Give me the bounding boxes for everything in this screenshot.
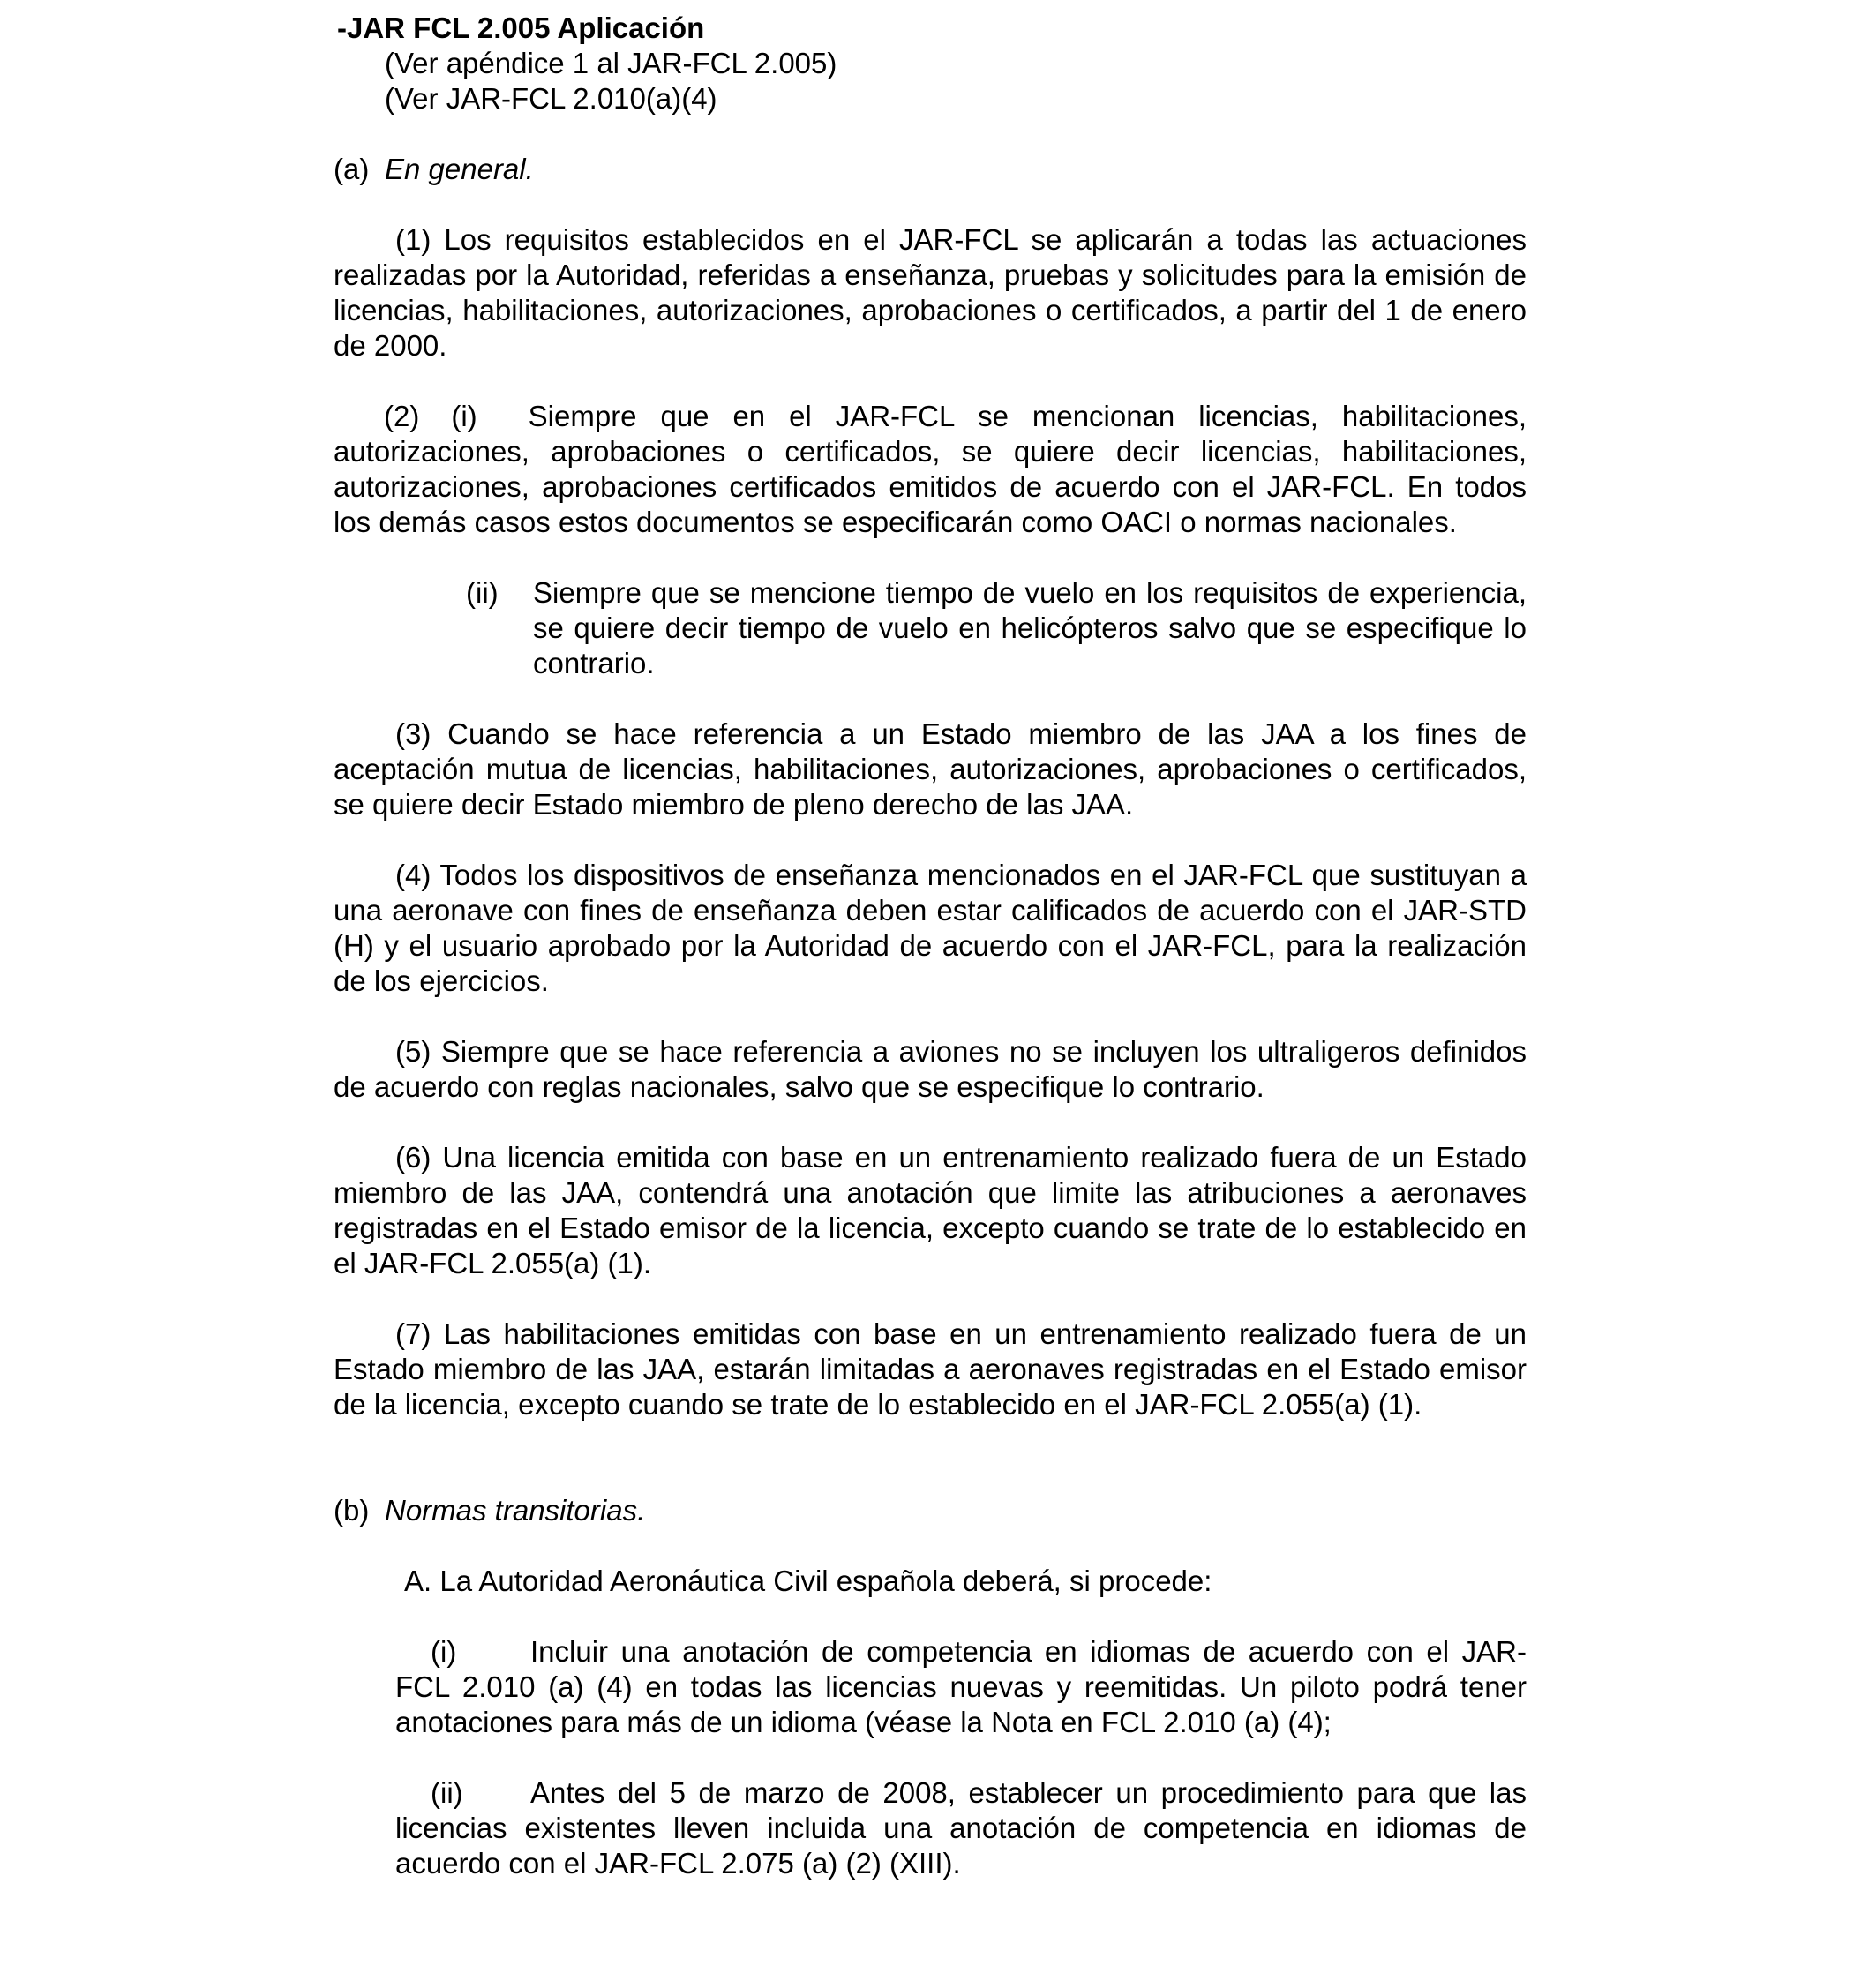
section-label: (b): [334, 1494, 370, 1527]
paragraph-7: (7) Las habilitaciones emitidas con base en un entrenamiento realizado fuera de un Estado miembro de las JAA, estarán limitadas a aeronaves registradas en el Estado emisor de la licencia, excepto cuando se trate de lo establecido en el JAR-FCL 2.055(a) (1).: [334, 1317, 1527, 1421]
paragraph-2-ii: [334, 575, 1527, 681]
paragraph-5: (5) Siempre que se hace referencia a aviones no se incluyen los ultraligeros definidos de acuerdo con reglas nacionales, salvo que se especifique lo contrario.: [334, 1035, 1527, 1103]
sub-item-number: (ii): [466, 576, 499, 609]
paragraph-text: Siempre que se mencione tiempo de vuelo en los requisitos de experiencia, se quiere decir tiempo de vuelo en helicópteros salvo que se especifique lo contrario.: [533, 576, 1527, 679]
paragraph-2-i: [334, 399, 1527, 540]
item-number: (ii): [431, 1776, 463, 1809]
paragraph-1: (1) Los requisitos establecidos en el JAR-FCL se aplicarán a todas las actuaciones realizadas por la Autoridad, referidas a enseñanza, pruebas y solicitudes para la emisión de licencias, habilitaciones, autorizaciones, aprobaciones o certificados, a partir del 1 de enero de 2000.: [334, 223, 1527, 362]
paragraph-number: (2): [384, 400, 420, 432]
item-text: Incluir una anotación de competencia en idiomas de acuerdo con el JAR-FCL 2.010 (a) (4) en todas las licencias nuevas y reemitidas. Un piloto podrá tener anotaciones para más de un idioma (véase la Nota en FCL 2.010 (a) (4);: [395, 1635, 1527, 1738]
section-label: (a): [334, 153, 370, 185]
list-item: [395, 1775, 1527, 1881]
section-title: En general.: [385, 153, 534, 185]
document-title: -JAR FCL 2.005 Aplicación: [337, 11, 705, 44]
paragraph-6: (6) Una licencia emitida con base en un entrenamiento realizado fuera de un Estado miembro de las JAA, contendrá una anotación que limite las atribuciones a aeronaves registradas en el Estado emisor de la licencia, excepto cuando se trate de lo establecido en el JAR-FCL 2.055(a) (1).: [334, 1141, 1527, 1279]
item-text: Antes del 5 de marzo de 2008, establecer un procedimiento para que las licencias existentes lleven incluida una anotación de competencia en idiomas de acuerdo con el JAR-FCL 2.075 (a) (2) (XIII).: [395, 1776, 1527, 1880]
document-page: [334, 0, 1527, 1881]
sub-item-number: (i): [451, 400, 477, 432]
section-a-heading: [334, 152, 1527, 187]
reference-line: (Ver JAR-FCL 2.010(a)(4): [385, 82, 717, 115]
reference-line: (Ver apéndice 1 al JAR-FCL 2.005): [385, 47, 837, 79]
section-title: Normas transitorias.: [385, 1494, 646, 1527]
item-number: (i): [431, 1635, 457, 1668]
section-b-heading: [334, 1493, 1527, 1528]
paragraph-4: (4) Todos los dispositivos de enseñanza mencionados en el JAR-FCL que sustituyan a una aeronave con fines de enseñanza deben estar calificados de acuerdo con el JAR-STD (H) y el usuario aprobado por la Autoridad de acuerdo con el JAR-FCL, para la realización de los ejercicios.: [334, 859, 1527, 997]
paragraph-3: (3) Cuando se hace referencia a un Estado miembro de las JAA a los fines de aceptación mutua de licencias, habilitaciones, autorizaciones, aprobaciones o certificados, se quiere decir Estado miembro de pleno derecho de las JAA.: [334, 717, 1527, 821]
list-item: [395, 1634, 1527, 1740]
paragraph-text: Siempre que en el JAR-FCL se mencionan licencias, habilitaciones, autorizaciones, aprobaciones o certificados, se quiere decir licencias, habilitaciones, autorizaciones, aprobaciones certificados emitidos de acuerdo con el JAR-FCL. En todos los demás casos estos documentos se especificarán como OACI o normas nacionales.: [334, 400, 1527, 538]
part-a-intro: A. La Autoridad Aeronáutica Civil española deberá, si procede:: [404, 1565, 1212, 1597]
